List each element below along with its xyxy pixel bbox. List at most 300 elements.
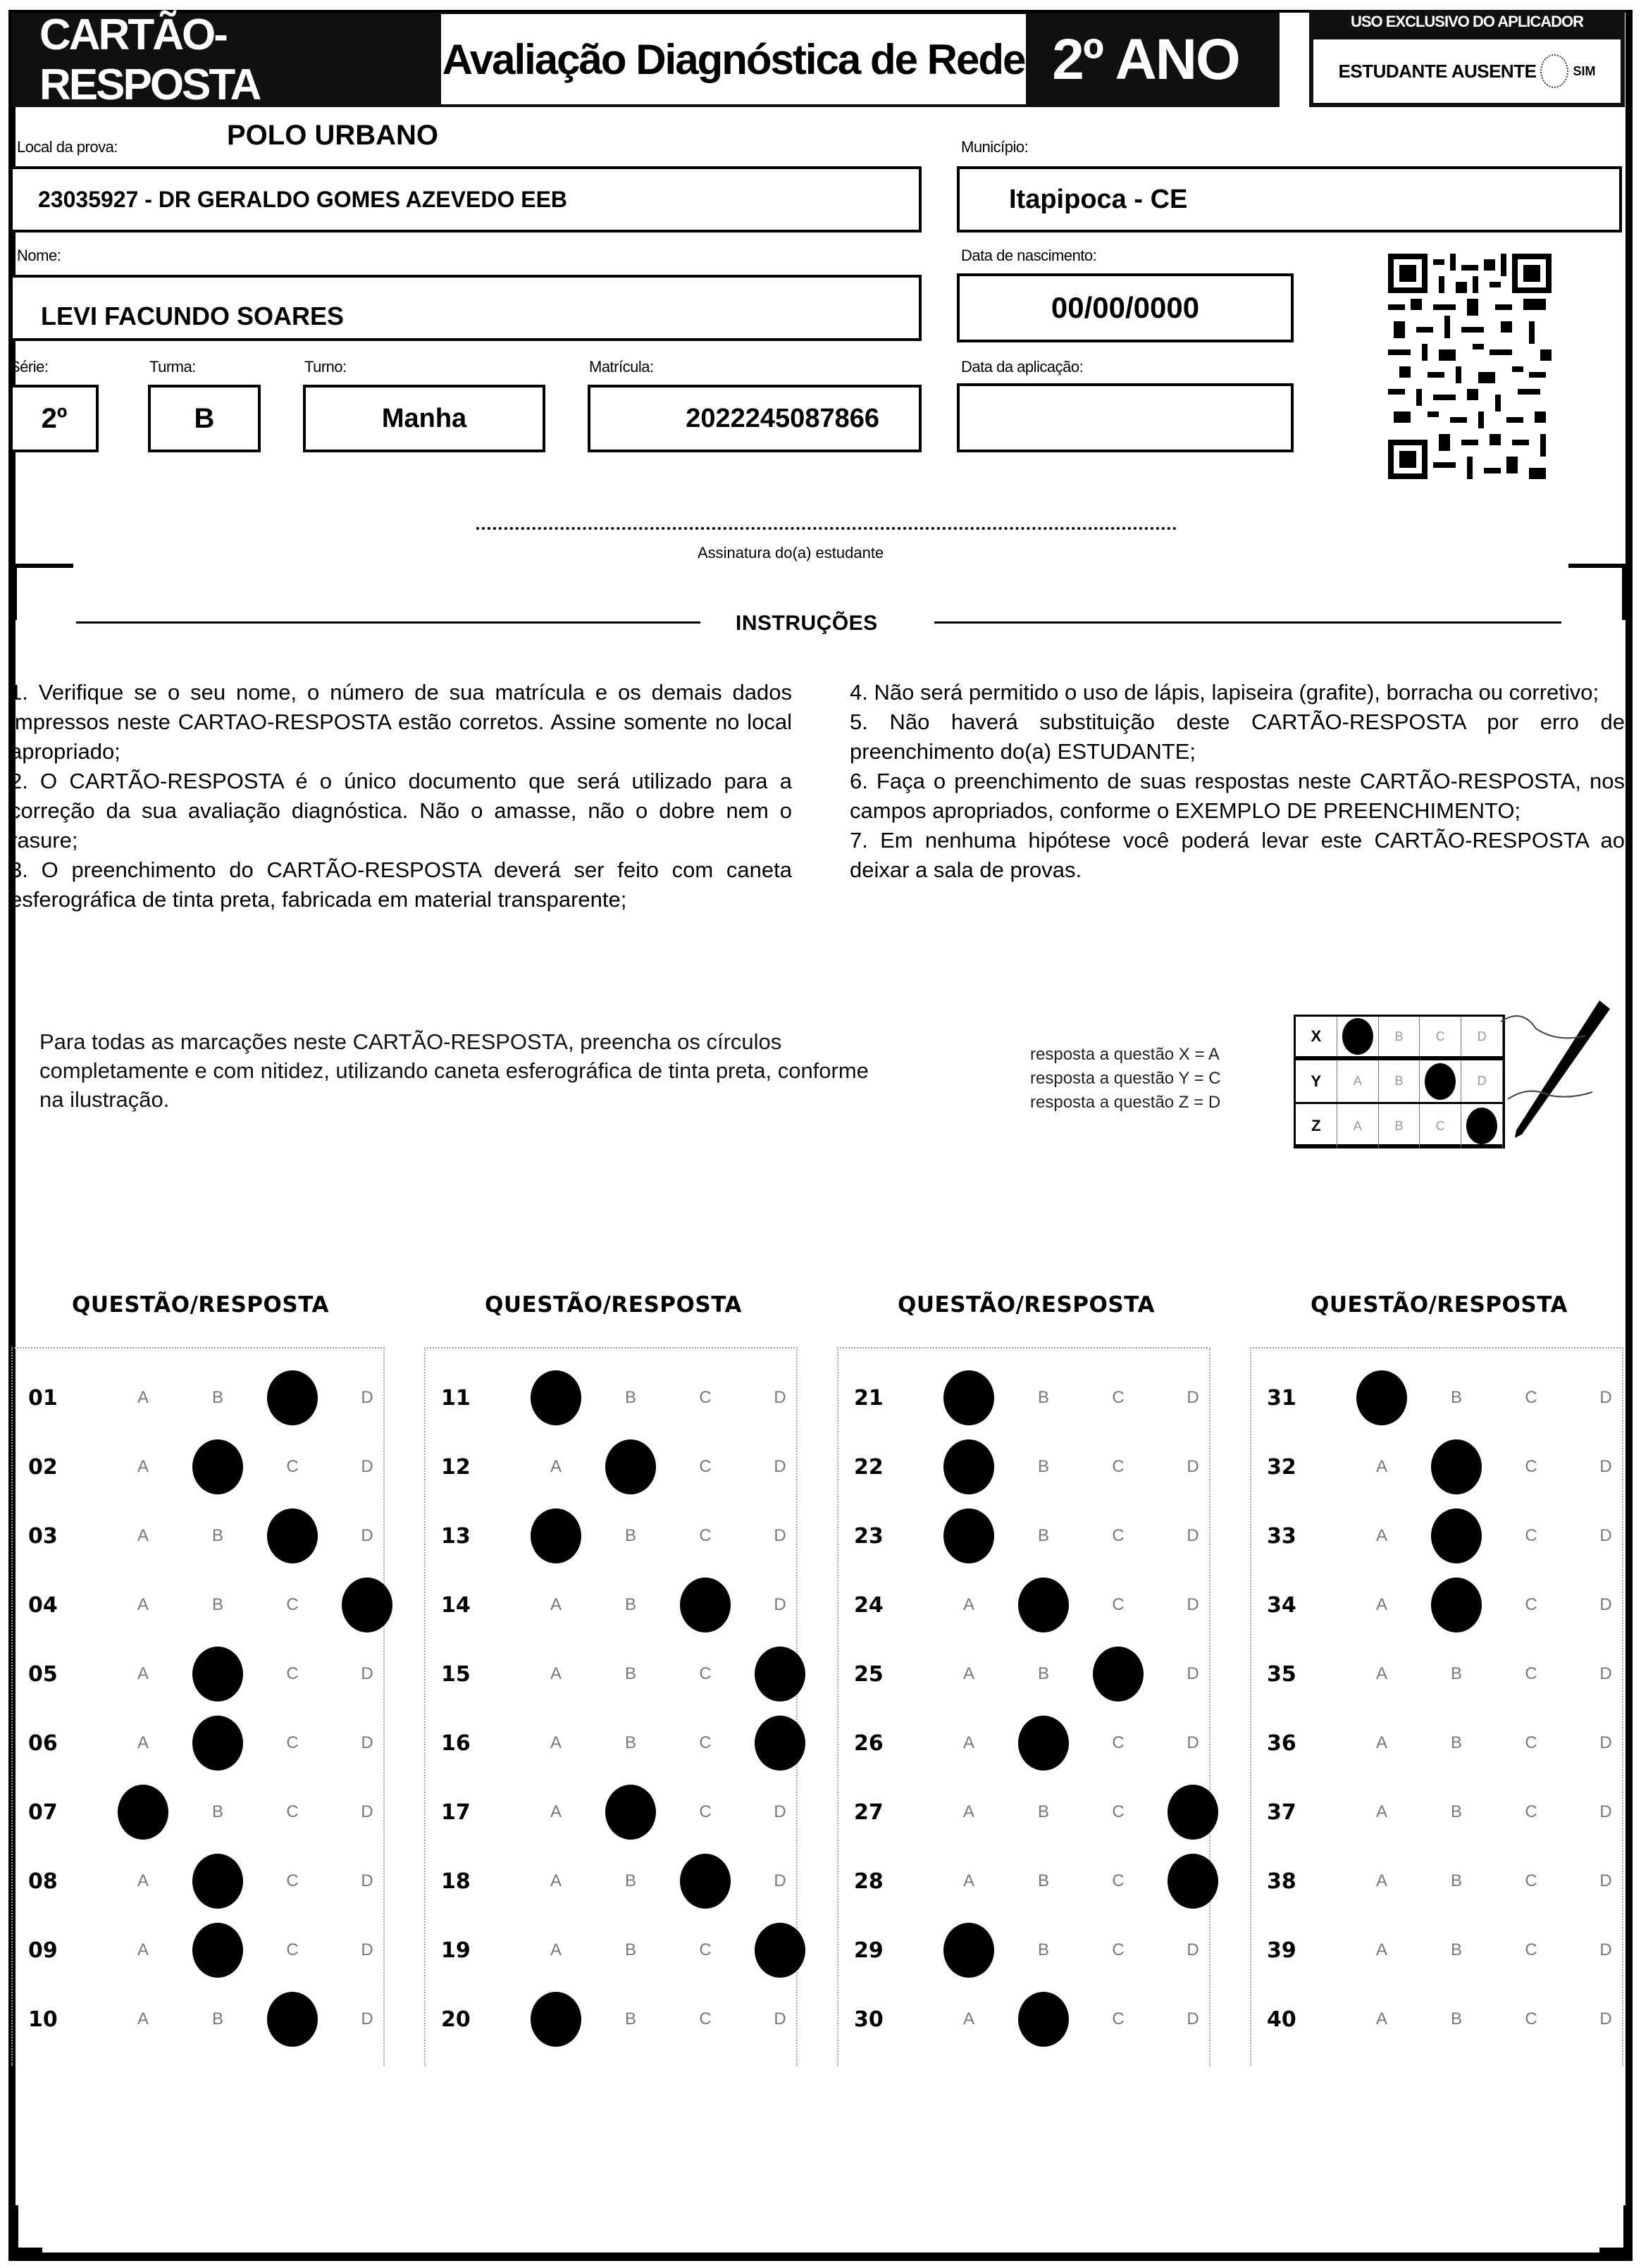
question-row (1267, 1991, 1641, 2047)
filled-bubble-icon (118, 1785, 168, 1840)
question-number: 28 (854, 1869, 884, 1894)
question-number: 09 (28, 1938, 58, 1963)
answer-option-d[interactable]: D (774, 1388, 786, 1407)
corner-mark-bottom-right (1599, 2205, 1628, 2255)
qr-code-icon (1388, 254, 1552, 479)
answer-option-a[interactable]: A (137, 1664, 149, 1683)
example-question-label: X (1296, 1017, 1337, 1056)
answer-option-b[interactable]: B (624, 1733, 636, 1752)
answer-option-c[interactable]: C (699, 1388, 712, 1407)
answer-option-b[interactable] (1419, 1508, 1494, 1564)
answer-option-b[interactable] (180, 1922, 255, 1978)
answer-option-d[interactable]: D (1187, 1457, 1199, 1476)
question-row (1267, 1508, 1641, 1564)
answer-option-a[interactable]: A (962, 1664, 974, 1683)
example-option: C (1420, 1017, 1461, 1056)
column-header: QUESTÃO/RESPOSTA (72, 1292, 329, 1318)
serie-value: 2º (41, 402, 68, 434)
answer-option-b[interactable]: B (211, 1595, 223, 1614)
nome-value: LEVI FACUNDO SOARES (41, 302, 345, 330)
answer-option-b[interactable]: B (1037, 1526, 1049, 1545)
answer-option-c[interactable]: C (1112, 2009, 1125, 2028)
answer-option-b[interactable]: B (211, 1388, 223, 1407)
nome-label: Nome: (17, 247, 61, 264)
filled-bubble-icon (192, 1647, 243, 1702)
answer-option-c[interactable]: C (1525, 1802, 1537, 1821)
answer-option-d[interactable]: D (1599, 1871, 1612, 1890)
serie-field (10, 385, 99, 452)
filled-bubble-icon (1431, 1439, 1482, 1494)
nascimento-label: Data de nascimento: (961, 247, 1097, 264)
answer-option-a[interactable]: A (1375, 1526, 1387, 1545)
question-row (854, 1853, 1230, 1909)
answer-option-d[interactable]: D (774, 1802, 786, 1821)
answer-option-b[interactable]: B (1037, 1664, 1049, 1683)
answer-option-b[interactable] (593, 1784, 668, 1840)
filled-bubble-icon (1431, 1578, 1482, 1632)
example-option: D (1461, 1017, 1503, 1056)
question-number: 39 (1267, 1938, 1296, 1963)
answer-option-b[interactable]: B (1450, 1664, 1462, 1683)
polo-value: POLO URBANO (227, 120, 438, 151)
turno-field (303, 385, 545, 452)
instructions-left (10, 678, 792, 915)
filled-bubble-icon (943, 1508, 994, 1563)
answer-option-a[interactable]: A (1375, 1802, 1387, 1821)
question-row (28, 1853, 404, 1909)
question-number: 04 (28, 1592, 58, 1618)
absent-field (1313, 39, 1621, 103)
question-row (28, 1370, 404, 1426)
filled-bubble-icon (531, 1992, 581, 2047)
question-number: 02 (28, 1454, 58, 1480)
question-number: 11 (441, 1385, 471, 1411)
answer-option-a[interactable]: A (550, 1595, 562, 1614)
corner-mark-bottom-left (14, 2205, 42, 2255)
example-grid (1294, 1015, 1505, 1148)
divider-right (934, 621, 1561, 624)
filled-bubble-icon (1018, 1578, 1069, 1632)
answer-option-a[interactable]: A (137, 1457, 149, 1476)
answer-option-c[interactable]: C (699, 1457, 712, 1476)
answer-option-b[interactable]: B (1037, 1388, 1049, 1407)
question-row (1267, 1370, 1641, 1426)
answer-option-d[interactable]: D (1187, 1733, 1199, 1752)
question-number: 19 (441, 1938, 471, 1963)
answer-option-a[interactable]: A (550, 1940, 562, 1959)
question-number: 22 (854, 1454, 884, 1480)
answer-option-c[interactable]: C (286, 1595, 299, 1614)
turma-field (148, 385, 261, 452)
answer-option-c[interactable]: C (699, 1526, 712, 1545)
serie-label: Série: (10, 358, 49, 376)
answer-option-a[interactable]: A (137, 1733, 149, 1752)
answer-option-b[interactable]: B (624, 1526, 636, 1545)
filled-bubble-icon (192, 1716, 243, 1771)
answer-option-a[interactable]: A (962, 1871, 974, 1890)
answer-option-b[interactable] (1419, 1577, 1494, 1633)
aplicacao-field[interactable] (957, 383, 1294, 452)
answer-option-d[interactable] (743, 1715, 817, 1771)
example-legend-z: resposta a questão Z = D (1030, 1093, 1221, 1112)
question-number: 38 (1267, 1869, 1296, 1894)
answer-option-d[interactable]: D (1599, 1388, 1612, 1407)
filled-bubble-icon (1168, 1785, 1218, 1840)
answer-option-b[interactable]: B (1450, 1388, 1462, 1407)
exam-title: Avaliação Diagnóstica de Rede (441, 14, 1026, 104)
answer-option-c[interactable]: C (1525, 1457, 1537, 1476)
answer-option-b[interactable]: B (624, 1388, 636, 1407)
example-option: B (1379, 1060, 1420, 1102)
example-row (1296, 1017, 1503, 1060)
answer-option-a[interactable]: A (550, 1802, 562, 1821)
answer-option-a[interactable]: A (1375, 1595, 1387, 1614)
answer-option-c[interactable] (255, 1508, 330, 1564)
answer-option-c[interactable]: C (1112, 1457, 1125, 1476)
pen-icon (1494, 993, 1621, 1148)
question-number: 16 (441, 1730, 471, 1756)
nascimento-field (957, 273, 1294, 342)
answer-option-a[interactable] (106, 1784, 180, 1840)
answer-option-b[interactable]: B (1450, 2009, 1462, 2028)
question-row (854, 1715, 1230, 1771)
example-option (1420, 1060, 1461, 1102)
answer-option-d[interactable]: D (1599, 1940, 1612, 1959)
nome-field (10, 275, 922, 341)
answer-option-d[interactable]: D (1187, 2009, 1199, 2028)
answer-option-d[interactable]: D (361, 1526, 373, 1545)
question-row (28, 1922, 404, 1978)
instruction-6: 6. Faça o preenchimento de suas respostas neste CARTÃO-RESPOSTA, nos campos apropriados, conforme o EXEMPLO DE PREENCHIMENTO; (850, 769, 1625, 823)
example-legend-x: resposta a questão X = A (1030, 1045, 1220, 1064)
turma-label: Turma: (149, 358, 196, 376)
answer-option-a[interactable] (1344, 1370, 1419, 1426)
answer-option-d[interactable]: D (1599, 1595, 1612, 1614)
absent-label: ESTUDANTE AUSENTE (1338, 60, 1537, 82)
answer-option-c[interactable] (668, 1853, 743, 1909)
question-number: 40 (1267, 2007, 1296, 2032)
question-number: 20 (441, 2007, 471, 2032)
question-row (441, 1853, 817, 1909)
corner-mark-top-left (13, 564, 73, 620)
answer-option-b[interactable] (1006, 1991, 1081, 2047)
answer-option-c[interactable]: C (286, 1733, 299, 1752)
answer-option-c[interactable] (668, 1577, 743, 1633)
grade-title: 2º ANO (1052, 27, 1239, 92)
answer-option-c[interactable]: C (1112, 1733, 1125, 1752)
answer-option-b[interactable]: B (624, 1595, 636, 1614)
answer-option-c[interactable]: C (1525, 1733, 1537, 1752)
question-number: 32 (1267, 1454, 1296, 1480)
filled-bubble-icon (943, 1370, 994, 1425)
answer-option-c[interactable] (255, 1991, 330, 2047)
local-label: Local da prova: (17, 138, 118, 156)
example-option: D (1461, 1060, 1503, 1102)
instructions-title: INSTRUÇÕES (736, 612, 878, 635)
answer-option-d[interactable]: D (774, 1526, 786, 1545)
signature-label: Assinatura do(a) estudante (698, 544, 884, 562)
answer-option-d[interactable]: D (1599, 2009, 1612, 2028)
answer-option-a[interactable]: A (550, 1871, 562, 1890)
answer-option-b[interactable]: B (211, 1802, 223, 1821)
answer-option-b[interactable]: B (1450, 1733, 1462, 1752)
answer-option-a[interactable]: A (550, 1664, 562, 1683)
divider-left (76, 621, 700, 624)
instruction-5: 5. Não haverá substituição deste CARTÃO-RESPOSTA por erro de preenchimento do(a) ESTUDANTE; (850, 709, 1625, 764)
answer-option-a[interactable]: A (137, 1388, 149, 1407)
filled-bubble-icon (755, 1923, 805, 1978)
filled-bubble-icon (342, 1578, 392, 1632)
example-option: B (1379, 1104, 1420, 1148)
question-row (28, 1784, 404, 1840)
question-row (441, 1370, 817, 1426)
question-row (854, 1922, 1230, 1978)
applicator-title: USO EXCLUSIVO DO APLICADOR (1350, 13, 1584, 30)
absent-bubble[interactable] (1540, 54, 1568, 88)
filled-bubble-icon (531, 1508, 581, 1563)
column-header: QUESTÃO/RESPOSTA (1311, 1292, 1568, 1318)
filled-bubble-icon (267, 1992, 318, 2047)
answer-option-a[interactable] (931, 1370, 1006, 1426)
answer-option-a[interactable]: A (1375, 1940, 1387, 1959)
question-row (854, 1991, 1230, 2047)
answer-option-a[interactable]: A (137, 2009, 149, 2028)
answer-option-a[interactable]: A (962, 2009, 974, 2028)
filled-bubble-icon (605, 1439, 656, 1494)
filled-bubble-icon (755, 1647, 805, 1702)
matricula-field (588, 385, 922, 452)
answer-option-d[interactable]: D (1599, 1802, 1612, 1821)
question-number: 10 (28, 2007, 58, 2032)
answer-option-d[interactable] (1156, 1853, 1230, 1909)
question-row (28, 1991, 404, 2047)
answer-option-a[interactable]: A (137, 1526, 149, 1545)
answer-option-a[interactable] (519, 1508, 593, 1564)
filled-bubble-icon (1093, 1647, 1144, 1702)
answer-option-d[interactable]: D (1599, 1526, 1612, 1545)
answer-option-a[interactable]: A (137, 1871, 149, 1890)
answer-option-a[interactable]: A (137, 1595, 149, 1614)
answer-option-c[interactable]: C (699, 2009, 712, 2028)
answer-option-d[interactable] (743, 1922, 817, 1978)
answer-option-d[interactable]: D (361, 1940, 373, 1959)
filled-bubble-icon (192, 1854, 243, 1909)
answer-option-d[interactable]: D (1187, 1526, 1199, 1545)
example-question-label: Y (1296, 1060, 1337, 1102)
answer-option-d[interactable] (330, 1577, 404, 1633)
answer-option-d[interactable]: D (1187, 1664, 1199, 1683)
answer-option-a[interactable]: A (550, 1457, 562, 1476)
filled-bubble-icon (680, 1854, 731, 1909)
answer-option-c[interactable]: C (1112, 1871, 1125, 1890)
question-number: 06 (28, 1730, 58, 1756)
answer-option-c[interactable]: C (1112, 1802, 1125, 1821)
question-row (28, 1715, 404, 1771)
filled-bubble-icon (1425, 1063, 1456, 1100)
signature-line[interactable] (476, 527, 1177, 530)
answer-option-d[interactable]: D (774, 1595, 786, 1614)
turno-value: Manha (381, 403, 467, 433)
answer-option-d[interactable]: D (361, 2009, 373, 2028)
answer-option-b[interactable]: B (211, 2009, 223, 2028)
answer-option-c[interactable]: C (1112, 1940, 1125, 1959)
answer-option-b[interactable] (1006, 1715, 1081, 1771)
instruction-7: 7. Em nenhuma hipótese você poderá levar este CARTÃO-RESPOSTA ao deixar a sala de provas. (850, 828, 1625, 882)
answer-option-b[interactable]: B (1037, 1871, 1049, 1890)
question-number: 21 (854, 1385, 884, 1411)
question-number: 03 (28, 1523, 58, 1549)
answer-option-b[interactable]: B (624, 1940, 636, 1959)
answer-option-c[interactable]: C (286, 1664, 299, 1683)
answer-option-b[interactable] (180, 1439, 255, 1495)
question-number: 17 (441, 1799, 471, 1825)
answer-option-d[interactable]: D (361, 1802, 373, 1821)
answer-option-d[interactable] (743, 1646, 817, 1702)
answer-option-b[interactable] (180, 1715, 255, 1771)
answer-option-b[interactable] (1006, 1577, 1081, 1633)
answer-option-b[interactable] (1419, 1439, 1494, 1495)
answer-option-b[interactable]: B (624, 1871, 636, 1890)
filled-bubble-icon (605, 1785, 656, 1840)
question-number: 05 (28, 1661, 58, 1687)
answer-option-a[interactable]: A (962, 1802, 974, 1821)
question-row (441, 1991, 817, 2047)
answer-option-a[interactable]: A (1375, 2009, 1387, 2028)
answer-option-c[interactable]: C (1525, 1388, 1537, 1407)
example-option: A (1337, 1104, 1379, 1148)
answer-option-c[interactable]: C (699, 1733, 712, 1752)
example-legend-y: resposta a questão Y = C (1030, 1069, 1221, 1088)
answer-option-a[interactable] (519, 1370, 593, 1426)
fill-note: Para todas as marcações neste CARTÃO-RESPOSTA, preencha os círculos completamente e com nitidez, utilizando caneta esferográfica de tinta preta, conforme na ilustração. (39, 1029, 869, 1112)
answer-option-c[interactable]: C (1525, 1664, 1537, 1683)
school-value: 23035927 - DR GERALDO GOMES AZEVEDO EEB (38, 186, 568, 212)
answer-option-d[interactable]: D (1187, 1388, 1199, 1407)
answer-option-b[interactable] (180, 1853, 255, 1909)
municipio-label: Município: (961, 138, 1029, 156)
answer-option-c[interactable]: C (286, 1457, 299, 1476)
question-row (1267, 1646, 1641, 1702)
answer-option-b[interactable] (593, 1439, 668, 1495)
question-row (854, 1370, 1230, 1426)
answer-option-d[interactable]: D (361, 1871, 373, 1890)
turma-value: B (194, 402, 215, 434)
answer-option-a[interactable]: A (962, 1595, 974, 1614)
answer-option-d[interactable]: D (361, 1388, 373, 1407)
answer-option-b[interactable]: B (1450, 1802, 1462, 1821)
answer-option-b[interactable]: B (1450, 1871, 1462, 1890)
answer-option-d[interactable]: D (1187, 1940, 1199, 1959)
municipio-field (957, 166, 1622, 233)
answer-option-c[interactable]: C (699, 1802, 712, 1821)
answer-option-c[interactable]: C (1525, 1871, 1537, 1890)
matricula-label: Matrícula: (589, 358, 654, 376)
answer-option-a[interactable] (519, 1991, 593, 2047)
answer-option-c[interactable]: C (1112, 1595, 1125, 1614)
answer-option-c[interactable]: C (699, 1664, 712, 1683)
aplicacao-label: Data da aplicação: (961, 358, 1084, 376)
answer-option-d[interactable]: D (361, 1457, 373, 1476)
answer-option-c[interactable]: C (699, 1940, 712, 1959)
answer-option-c[interactable]: C (286, 1940, 299, 1959)
answer-option-b[interactable]: B (1037, 1802, 1049, 1821)
question-row (854, 1577, 1230, 1633)
answer-option-d[interactable]: D (1599, 1664, 1612, 1683)
answer-option-d[interactable] (1156, 1784, 1230, 1840)
filled-bubble-icon (1356, 1370, 1407, 1425)
answer-option-b[interactable]: B (624, 2009, 636, 2028)
answer-option-c[interactable]: C (1525, 1526, 1537, 1545)
answer-option-a[interactable]: A (137, 1940, 149, 1959)
answer-option-c[interactable]: C (286, 1871, 299, 1890)
turno-label: Turno: (304, 358, 347, 376)
answer-option-d[interactable]: D (1599, 1733, 1612, 1752)
question-row (441, 1922, 817, 1978)
answer-option-d[interactable]: D (1599, 1457, 1612, 1476)
answer-option-c[interactable]: C (286, 1802, 299, 1821)
answer-option-d[interactable]: D (774, 1871, 786, 1890)
answer-option-c[interactable]: C (1112, 1388, 1125, 1407)
filled-bubble-icon (755, 1716, 805, 1771)
answer-option-b[interactable]: B (1037, 1457, 1049, 1476)
answer-option-a[interactable]: A (962, 1733, 974, 1752)
question-row (854, 1508, 1230, 1564)
answer-option-b[interactable]: B (624, 1664, 636, 1683)
card-title: CARTÃO-RESPOSTA (39, 11, 260, 109)
answer-option-a[interactable]: A (1375, 1664, 1387, 1683)
question-row (441, 1439, 817, 1495)
question-number: 23 (854, 1523, 884, 1549)
column-header: QUESTÃO/RESPOSTA (898, 1292, 1155, 1318)
filled-bubble-icon (1018, 1992, 1069, 2047)
answer-option-c[interactable]: C (1112, 1526, 1125, 1545)
filled-bubble-icon (1342, 1018, 1373, 1055)
question-row (1267, 1577, 1641, 1633)
answer-option-b[interactable]: B (211, 1526, 223, 1545)
answer-option-d[interactable]: D (1187, 1595, 1199, 1614)
answer-option-a[interactable] (931, 1922, 1006, 1978)
instruction-4: 4. Não será permitido o uso de lápis, lapiseira (grafite), borracha ou corretivo; (850, 680, 1599, 705)
answer-option-b[interactable] (180, 1646, 255, 1702)
question-number: 30 (854, 2007, 884, 2032)
answer-option-a[interactable]: A (1375, 1871, 1387, 1890)
answer-option-d[interactable]: D (774, 2009, 786, 2028)
answer-option-a[interactable]: A (1375, 1457, 1387, 1476)
instructions-right (850, 678, 1625, 885)
example-legend (1030, 1043, 1221, 1115)
answer-option-b[interactable]: B (1037, 1940, 1049, 1959)
answer-option-a[interactable] (931, 1508, 1006, 1564)
example-option: C (1420, 1104, 1461, 1148)
answer-option-b[interactable]: B (1450, 1940, 1462, 1959)
answer-option-d[interactable]: D (361, 1664, 373, 1683)
example-row (1296, 1060, 1503, 1104)
answer-option-a[interactable]: A (1375, 1733, 1387, 1752)
question-row (441, 1784, 817, 1840)
answer-option-a[interactable]: A (550, 1733, 562, 1752)
answer-option-d[interactable]: D (361, 1733, 373, 1752)
school-field (10, 166, 922, 233)
answer-option-d[interactable]: D (774, 1457, 786, 1476)
answer-option-c[interactable]: C (1525, 2009, 1537, 2028)
absent-option-label: SIM (1573, 63, 1596, 78)
answer-option-c[interactable] (255, 1370, 330, 1426)
answer-option-c[interactable]: C (1525, 1940, 1537, 1959)
answer-option-c[interactable]: C (1525, 1595, 1537, 1614)
answer-option-a[interactable] (931, 1439, 1006, 1495)
corner-mark-top-right (1568, 564, 1626, 620)
answer-option-c[interactable] (1081, 1646, 1156, 1702)
